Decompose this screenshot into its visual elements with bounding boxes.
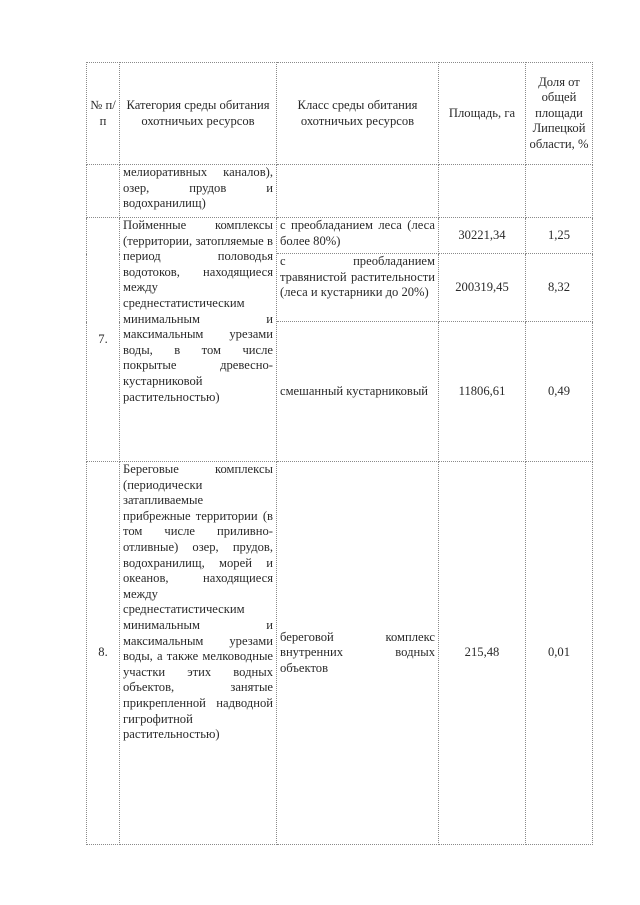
habitat-table (86, 62, 593, 845)
row7-category: Пойменные комплексы (территории, затопляемые в период половодья водотоков, находящиеся между среднестатистическим минимальным и максимальным урезами воды, в том числе покрытые древесно-кустарниковой растительностью) (120, 218, 277, 462)
header-share: Доля от общей площади Липецкой области, % (526, 63, 593, 165)
table-row (87, 165, 593, 218)
header-area: Площадь, га (439, 63, 526, 165)
row8-area: 215,48 (439, 462, 526, 845)
row7-share-2: 8,32 (526, 254, 593, 322)
row7-class-1: с преобладанием леса (леса более 80%) (277, 218, 439, 254)
row8-num: 8. (87, 462, 120, 845)
row8-share: 0,01 (526, 462, 593, 845)
cont-category: мелиоративных каналов), озер, прудов и водохранилищ) (120, 165, 277, 218)
header-category: Категория среды обитания охотничьих ресурсов (120, 63, 277, 165)
header-row (87, 63, 593, 165)
row7-share-3: 0,49 (526, 322, 593, 462)
header-class: Класс среды обитания охотничьих ресурсов (277, 63, 439, 165)
row7-class-3: смешанный кустарниковый (277, 322, 439, 462)
row7-class-2: с преобладанием травянистой растительности (леса и кустарники до 20%) (277, 254, 439, 322)
header-num: № п/п (87, 63, 120, 165)
cont-num (87, 165, 120, 218)
cont-share (526, 165, 593, 218)
row8-class: береговой комплекс внутренних водных объектов (277, 462, 439, 845)
row7-num: 7. (87, 218, 120, 462)
table-row (87, 218, 593, 254)
row7-area-3: 11806,61 (439, 322, 526, 462)
cont-class (277, 165, 439, 218)
table-row (87, 462, 593, 845)
row7-share-1: 1,25 (526, 218, 593, 254)
cont-area (439, 165, 526, 218)
row7-area-2: 200319,45 (439, 254, 526, 322)
row7-area-1: 30221,34 (439, 218, 526, 254)
row8-category: Береговые комплексы (периодически затапливаемые прибрежные территории (в том числе приливно-отливные) озер, прудов, водохранилищ, морей и океанов, находящиеся между среднестатистическим минимальным и максимальным урезами воды, а также мелководные участки этих водных объектов, занятые прикрепленной надводной гигрофитной растительностью) (120, 462, 277, 845)
